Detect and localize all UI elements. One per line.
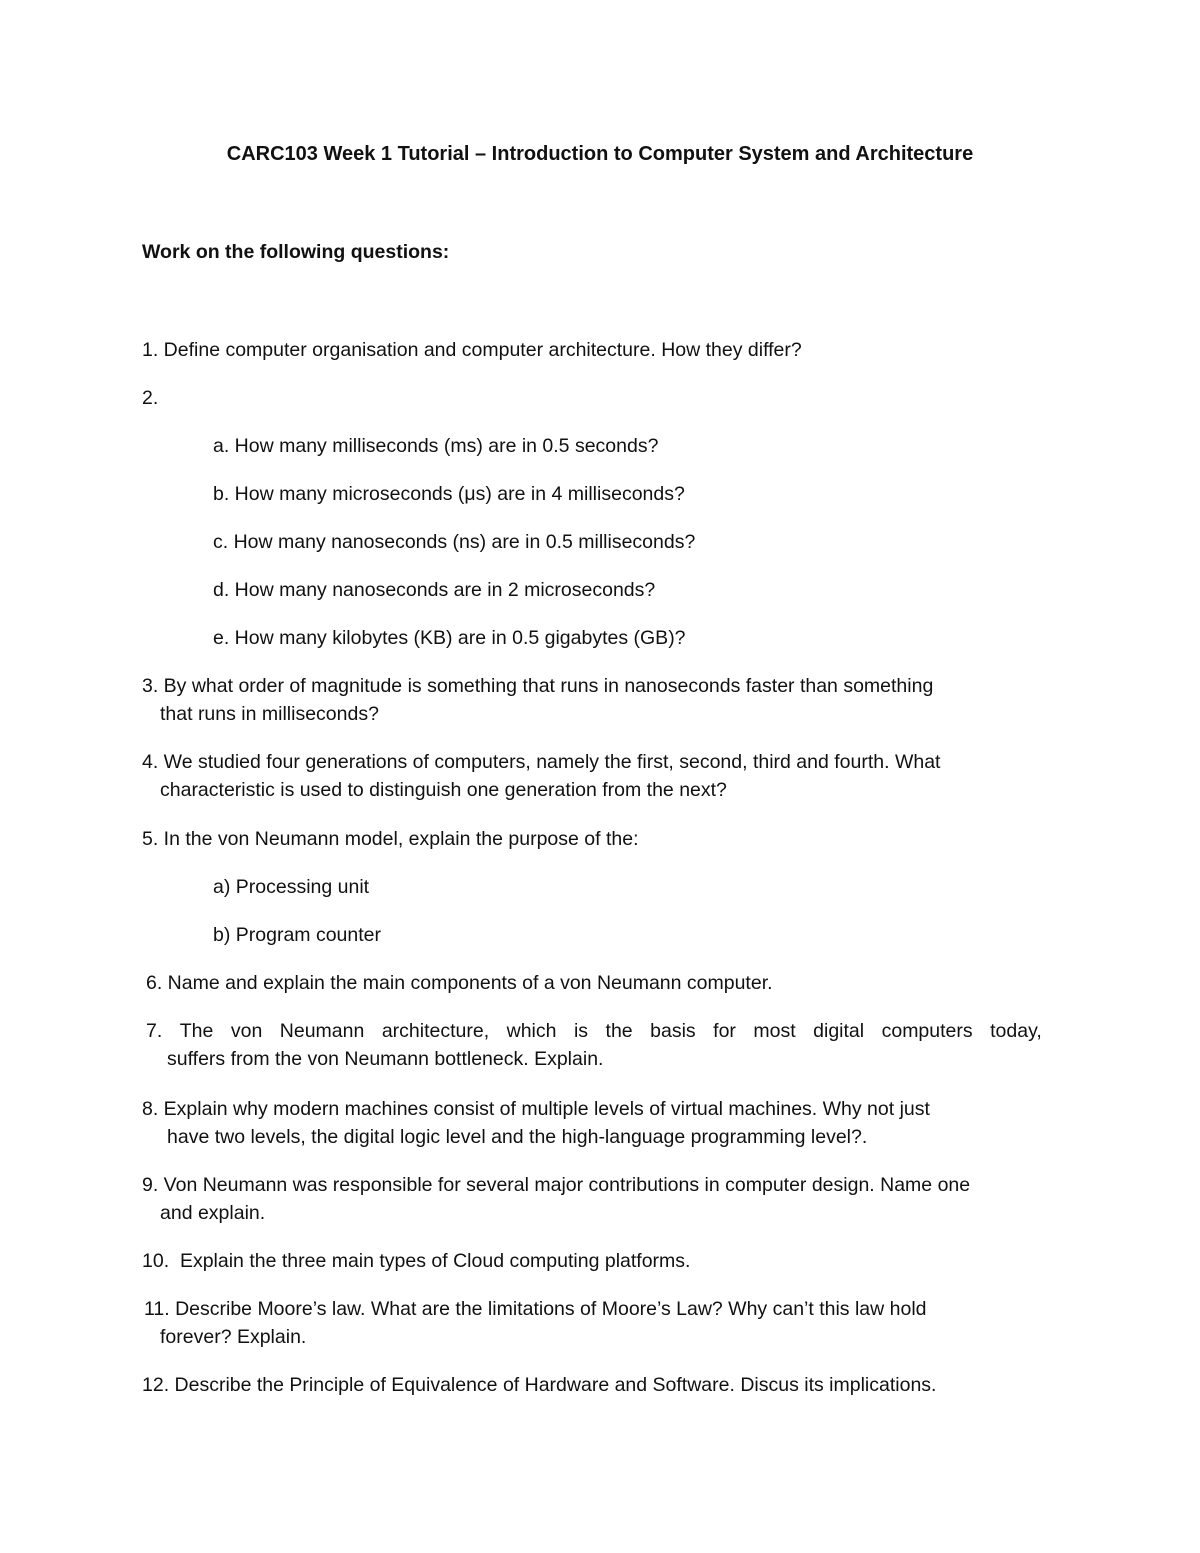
question-7-word: which [506, 1020, 557, 1042]
question-10: 10. Explain the three main types of Cloud computing platforms. [142, 1250, 691, 1272]
question-7-word: computers [881, 1020, 973, 1042]
question-5: 5. In the von Neumann model, explain the purpose of the: [142, 828, 639, 850]
question-2b: b. How many microseconds (μs) are in 4 milliseconds? [213, 483, 685, 505]
question-2d: d. How many nanoseconds are in 2 microseconds? [213, 579, 656, 601]
question-7-word: is [573, 1020, 589, 1042]
question-2: 2. [142, 387, 159, 409]
question-7-word: for [713, 1020, 736, 1042]
instructions-heading: Work on the following questions: [142, 241, 450, 263]
question-5b: b) Program counter [213, 924, 381, 946]
question-7-word: The [179, 1020, 214, 1042]
question-7-word: the [605, 1020, 633, 1042]
question-11-line-1: 11. Describe Moore’s law. What are the limitations of Moore’s Law? Why can’t this law hold [144, 1298, 927, 1320]
question-7-word: von [230, 1020, 263, 1042]
question-1: 1. Define computer organisation and computer architecture. How they differ? [142, 339, 802, 361]
page-title: CARC103 Week 1 Tutorial – Introduction to Computer System and Architecture [226, 143, 974, 165]
question-9-line-2: and explain. [160, 1202, 266, 1224]
question-7-word: most [753, 1020, 796, 1042]
question-5a: a) Processing unit [213, 876, 370, 898]
question-12: 12. Describe the Principle of Equivalence of Hardware and Software. Discus its implications. [142, 1374, 937, 1396]
question-7-word: 7. [146, 1020, 163, 1042]
question-4-line-1: 4. We studied four generations of computers, namely the first, second, third and fourth. What [142, 751, 941, 773]
question-8-line-2: have two levels, the digital logic level and the high-language programming level?. [167, 1126, 868, 1148]
question-2a: a. How many milliseconds (ms) are in 0.5 seconds? [213, 435, 659, 457]
question-2e: e. How many kilobytes (KB) are in 0.5 gigabytes (GB)? [213, 627, 686, 649]
question-2c: c. How many nanoseconds (ns) are in 0.5 milliseconds? [213, 531, 696, 553]
question-7-line-2: suffers from the von Neumann bottleneck. Explain. [167, 1048, 604, 1070]
question-3-line-2: that runs in milliseconds? [160, 703, 379, 725]
question-3-line-1: 3. By what order of magnitude is something that runs in nanoseconds faster than something [142, 675, 934, 697]
question-7-word: architecture, [381, 1020, 490, 1042]
question-4-line-2: characteristic is used to distinguish one generation from the next? [160, 779, 727, 801]
question-7-word: basis [650, 1020, 696, 1042]
question-11-line-2: forever? Explain. [160, 1326, 307, 1348]
question-7-word: Neumann [279, 1020, 365, 1042]
question-8-line-1: 8. Explain why modern machines consist of multiple levels of virtual machines. Why not just [142, 1098, 930, 1120]
question-7-word: digital [813, 1020, 865, 1042]
question-9-line-1: 9. Von Neumann was responsible for several major contributions in computer design. Name one [142, 1174, 971, 1196]
question-6: 6. Name and explain the main components of a von Neumann computer. [146, 972, 773, 994]
question-7-word: today, [990, 1020, 1042, 1042]
question-7-line-1 [146, 1022, 1042, 1042]
